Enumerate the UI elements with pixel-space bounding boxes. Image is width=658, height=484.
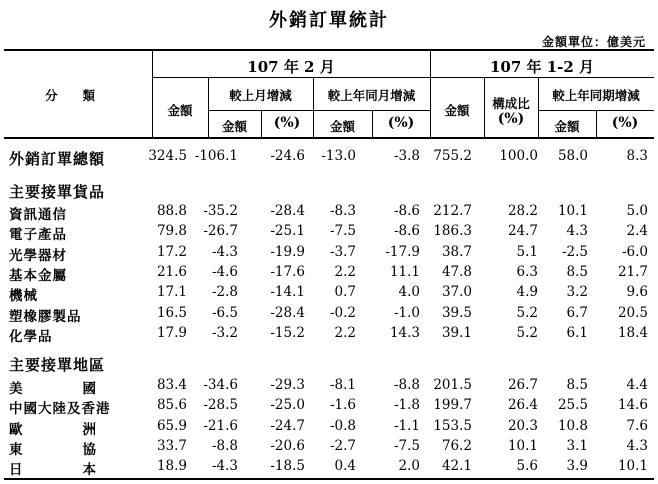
table-cell: -14.1 bbox=[270, 284, 305, 301]
page-title: 外銷訂單統計 bbox=[269, 10, 389, 31]
table-cell: 199.7 bbox=[433, 397, 472, 414]
table-cell: -17.6 bbox=[270, 263, 305, 280]
table-cell: 28.2 bbox=[507, 203, 538, 219]
table-cell: 85.6 bbox=[156, 397, 187, 414]
table-cell: 3.1 bbox=[566, 437, 588, 454]
table-cell: 10.8 bbox=[557, 417, 588, 434]
header-p1-mom: 較上月增減 bbox=[229, 88, 292, 103]
table-cell: 2.2 bbox=[334, 263, 356, 280]
table-cell: 26.4 bbox=[507, 397, 538, 414]
table-cell: 2.4 bbox=[626, 223, 648, 240]
header-p2-yoy-pct: (%) bbox=[611, 115, 639, 131]
table-cell: -19.9 bbox=[270, 243, 305, 260]
row-label: 化學品 bbox=[9, 328, 53, 345]
table-cell: -4.3 bbox=[211, 458, 238, 475]
table-cell: 5.2 bbox=[516, 304, 538, 321]
header-p2-ratio-unit: (%) bbox=[497, 111, 525, 127]
unit-note: 金額單位：億美元 bbox=[541, 35, 646, 49]
table-cell: 7.6 bbox=[626, 417, 648, 434]
header-period-1: 107 年 2 月 bbox=[247, 58, 335, 76]
table-cell: -8.8 bbox=[211, 437, 238, 454]
table-cell: 18.4 bbox=[617, 324, 648, 341]
row-label: 塑橡膠製品 bbox=[9, 308, 82, 325]
table-cell: -1.1 bbox=[393, 417, 420, 434]
table-cell: 33.7 bbox=[156, 437, 187, 454]
header-p1-amount: 金額 bbox=[167, 103, 193, 118]
table-cell: 10.1 bbox=[557, 203, 588, 219]
period-header-rule bbox=[152, 77, 654, 78]
table-cell: 88.8 bbox=[156, 203, 187, 219]
total-cell: 8.3 bbox=[626, 148, 648, 164]
section-title-regions: 主要接單地區 bbox=[9, 356, 106, 374]
table-cell: 2.0 bbox=[398, 458, 420, 475]
table-cell: -1.0 bbox=[393, 304, 420, 321]
header-p1-yoy: 較上年同月增減 bbox=[327, 88, 416, 103]
total-cell: -13.0 bbox=[321, 148, 356, 164]
row-label: 東 協 bbox=[9, 441, 97, 458]
table-cell: 24.7 bbox=[507, 223, 538, 240]
table-cell: 17.2 bbox=[156, 243, 187, 260]
table-cell: -29.3 bbox=[270, 377, 305, 393]
table-cell: 42.1 bbox=[441, 458, 472, 475]
table-cell: 20.5 bbox=[617, 304, 648, 321]
table-cell: -15.2 bbox=[270, 324, 305, 341]
row-label: 電子產品 bbox=[9, 227, 67, 244]
row-label: 歐 洲 bbox=[9, 421, 97, 438]
subheader-rule-p1 bbox=[208, 110, 430, 111]
header-p2-yoy: 較上年同期增減 bbox=[552, 88, 640, 103]
table-cell: -28.4 bbox=[270, 304, 305, 321]
table-cell: 201.5 bbox=[433, 377, 472, 393]
header-p2-ratio: 構成比 bbox=[492, 96, 530, 111]
table-cell: -8.6 bbox=[393, 223, 420, 240]
table-cell: -1.8 bbox=[393, 397, 420, 414]
table-cell: 25.5 bbox=[557, 397, 588, 414]
header-p1-mom-amount: 金額 bbox=[221, 119, 247, 134]
table-cell: 17.9 bbox=[156, 324, 187, 341]
total-cell: 324.5 bbox=[148, 148, 187, 164]
table-cell: -25.0 bbox=[270, 397, 305, 414]
header-category: 分 類 bbox=[45, 88, 96, 103]
table-cell: -6.5 bbox=[211, 304, 238, 321]
row-label: 光學器材 bbox=[9, 247, 67, 264]
table-cell: 18.9 bbox=[156, 458, 187, 475]
table-cell: 5.0 bbox=[626, 203, 648, 219]
table-cell: -7.5 bbox=[393, 437, 420, 454]
table-cell: -17.9 bbox=[385, 243, 420, 260]
total-row-label: 外銷訂單總額 bbox=[9, 150, 106, 168]
table-bottom-rule bbox=[4, 478, 654, 480]
table-cell: 4.3 bbox=[626, 437, 648, 454]
table-cell: 6.3 bbox=[516, 263, 538, 280]
table-cell: -0.8 bbox=[329, 417, 356, 434]
table-cell: -26.7 bbox=[203, 223, 238, 240]
row-label: 基本金屬 bbox=[9, 267, 67, 284]
table-cell: 9.6 bbox=[626, 284, 648, 301]
table-cell: 10.1 bbox=[507, 437, 538, 454]
row-label: 美 國 bbox=[9, 381, 97, 397]
table-cell: -3.2 bbox=[211, 324, 238, 341]
table-cell: 3.2 bbox=[566, 284, 588, 301]
table-cell: -2.8 bbox=[211, 284, 238, 301]
table-cell: 83.4 bbox=[156, 377, 187, 393]
table-cell: 17.1 bbox=[156, 284, 187, 301]
table-cell: 5.1 bbox=[516, 243, 538, 260]
table-cell: -8.6 bbox=[393, 203, 420, 219]
table-cell: -18.5 bbox=[270, 458, 305, 475]
header-p2-amount: 金額 bbox=[444, 103, 470, 118]
header-p1-yoy-pct: (%) bbox=[387, 115, 415, 131]
row-label: 日 本 bbox=[9, 462, 97, 479]
total-cell: 58.0 bbox=[557, 148, 588, 164]
table-cell: -2.7 bbox=[329, 437, 356, 454]
header-p2-yoy-amount: 金額 bbox=[554, 119, 580, 134]
table-cell: -8.1 bbox=[329, 377, 356, 393]
table-cell: -28.5 bbox=[203, 397, 238, 414]
table-cell: -28.4 bbox=[270, 203, 305, 219]
section-title-goods: 主要接單貨品 bbox=[9, 183, 106, 201]
row-label: 資訊通信 bbox=[9, 207, 67, 223]
table-cell: 21.6 bbox=[156, 263, 187, 280]
table-cell: 5.2 bbox=[516, 324, 538, 341]
table-cell: -4.3 bbox=[211, 243, 238, 260]
table-cell: 6.1 bbox=[566, 324, 588, 341]
row-label: 機械 bbox=[9, 288, 38, 305]
table-cell: 5.6 bbox=[516, 458, 538, 475]
table-cell: -7.5 bbox=[329, 223, 356, 240]
table-cell: 39.1 bbox=[441, 324, 472, 341]
total-cell: -3.8 bbox=[393, 148, 420, 164]
table-cell: -8.3 bbox=[329, 203, 356, 219]
table-cell: -34.6 bbox=[203, 377, 238, 393]
table-cell: -20.6 bbox=[270, 437, 305, 454]
table-cell: 76.2 bbox=[441, 437, 472, 454]
table-cell: 4.4 bbox=[626, 377, 648, 393]
table-cell: 38.7 bbox=[441, 243, 472, 260]
row-label: 中國大陸及香港 bbox=[9, 401, 111, 418]
total-cell: 100.0 bbox=[499, 148, 538, 164]
table-cell: -24.7 bbox=[270, 417, 305, 434]
table-cell: 153.5 bbox=[433, 417, 472, 434]
table-cell: -21.6 bbox=[203, 417, 238, 434]
table-cell: 39.5 bbox=[441, 304, 472, 321]
table-cell: 10.1 bbox=[617, 458, 648, 475]
table-cell: -25.1 bbox=[270, 223, 305, 240]
table-cell: 16.5 bbox=[156, 304, 187, 321]
table-cell: 6.7 bbox=[566, 304, 588, 321]
header-bottom-rule bbox=[4, 137, 654, 139]
table-cell: 3.9 bbox=[566, 458, 588, 475]
table-cell: 8.5 bbox=[566, 263, 588, 280]
table-cell: 47.8 bbox=[441, 263, 472, 280]
table-cell: 186.3 bbox=[433, 223, 472, 240]
table-cell: 212.7 bbox=[433, 203, 472, 219]
table-cell: 4.0 bbox=[398, 284, 420, 301]
table-cell: 14.3 bbox=[389, 324, 420, 341]
total-cell: -106.1 bbox=[194, 148, 238, 164]
header-p1-mom-pct: (%) bbox=[273, 115, 301, 131]
table-cell: 11.1 bbox=[389, 263, 420, 280]
table-cell: -35.2 bbox=[203, 203, 238, 219]
table-cell: -2.5 bbox=[561, 243, 588, 260]
table-cell: 2.2 bbox=[334, 324, 356, 341]
table-cell: 14.6 bbox=[617, 397, 648, 414]
table-cell: -6.0 bbox=[621, 243, 648, 260]
table-cell: 37.0 bbox=[441, 284, 472, 301]
table-cell: 21.7 bbox=[617, 263, 648, 280]
table-cell: 65.9 bbox=[156, 417, 187, 434]
table-cell: 0.7 bbox=[334, 284, 356, 301]
table-cell: 79.8 bbox=[156, 223, 187, 240]
total-cell: 755.2 bbox=[433, 148, 472, 164]
table-cell: -8.8 bbox=[393, 377, 420, 393]
table-cell: 20.3 bbox=[507, 417, 538, 434]
table-cell: 8.5 bbox=[566, 377, 588, 393]
table-cell: -3.7 bbox=[329, 243, 356, 260]
header-period-2: 107 年 1-2 月 bbox=[489, 58, 595, 76]
table-cell: 4.3 bbox=[566, 223, 588, 240]
table-cell: -1.6 bbox=[329, 397, 356, 414]
table-top-rule bbox=[4, 49, 654, 51]
total-cell: -24.6 bbox=[270, 148, 305, 164]
table-cell: -4.6 bbox=[211, 263, 238, 280]
header-p1-yoy-amount: 金額 bbox=[329, 119, 355, 134]
table-cell: 4.9 bbox=[516, 284, 538, 301]
table-cell: -0.2 bbox=[329, 304, 356, 321]
table-cell: 0.4 bbox=[334, 458, 356, 475]
table-cell: 26.7 bbox=[507, 377, 538, 393]
